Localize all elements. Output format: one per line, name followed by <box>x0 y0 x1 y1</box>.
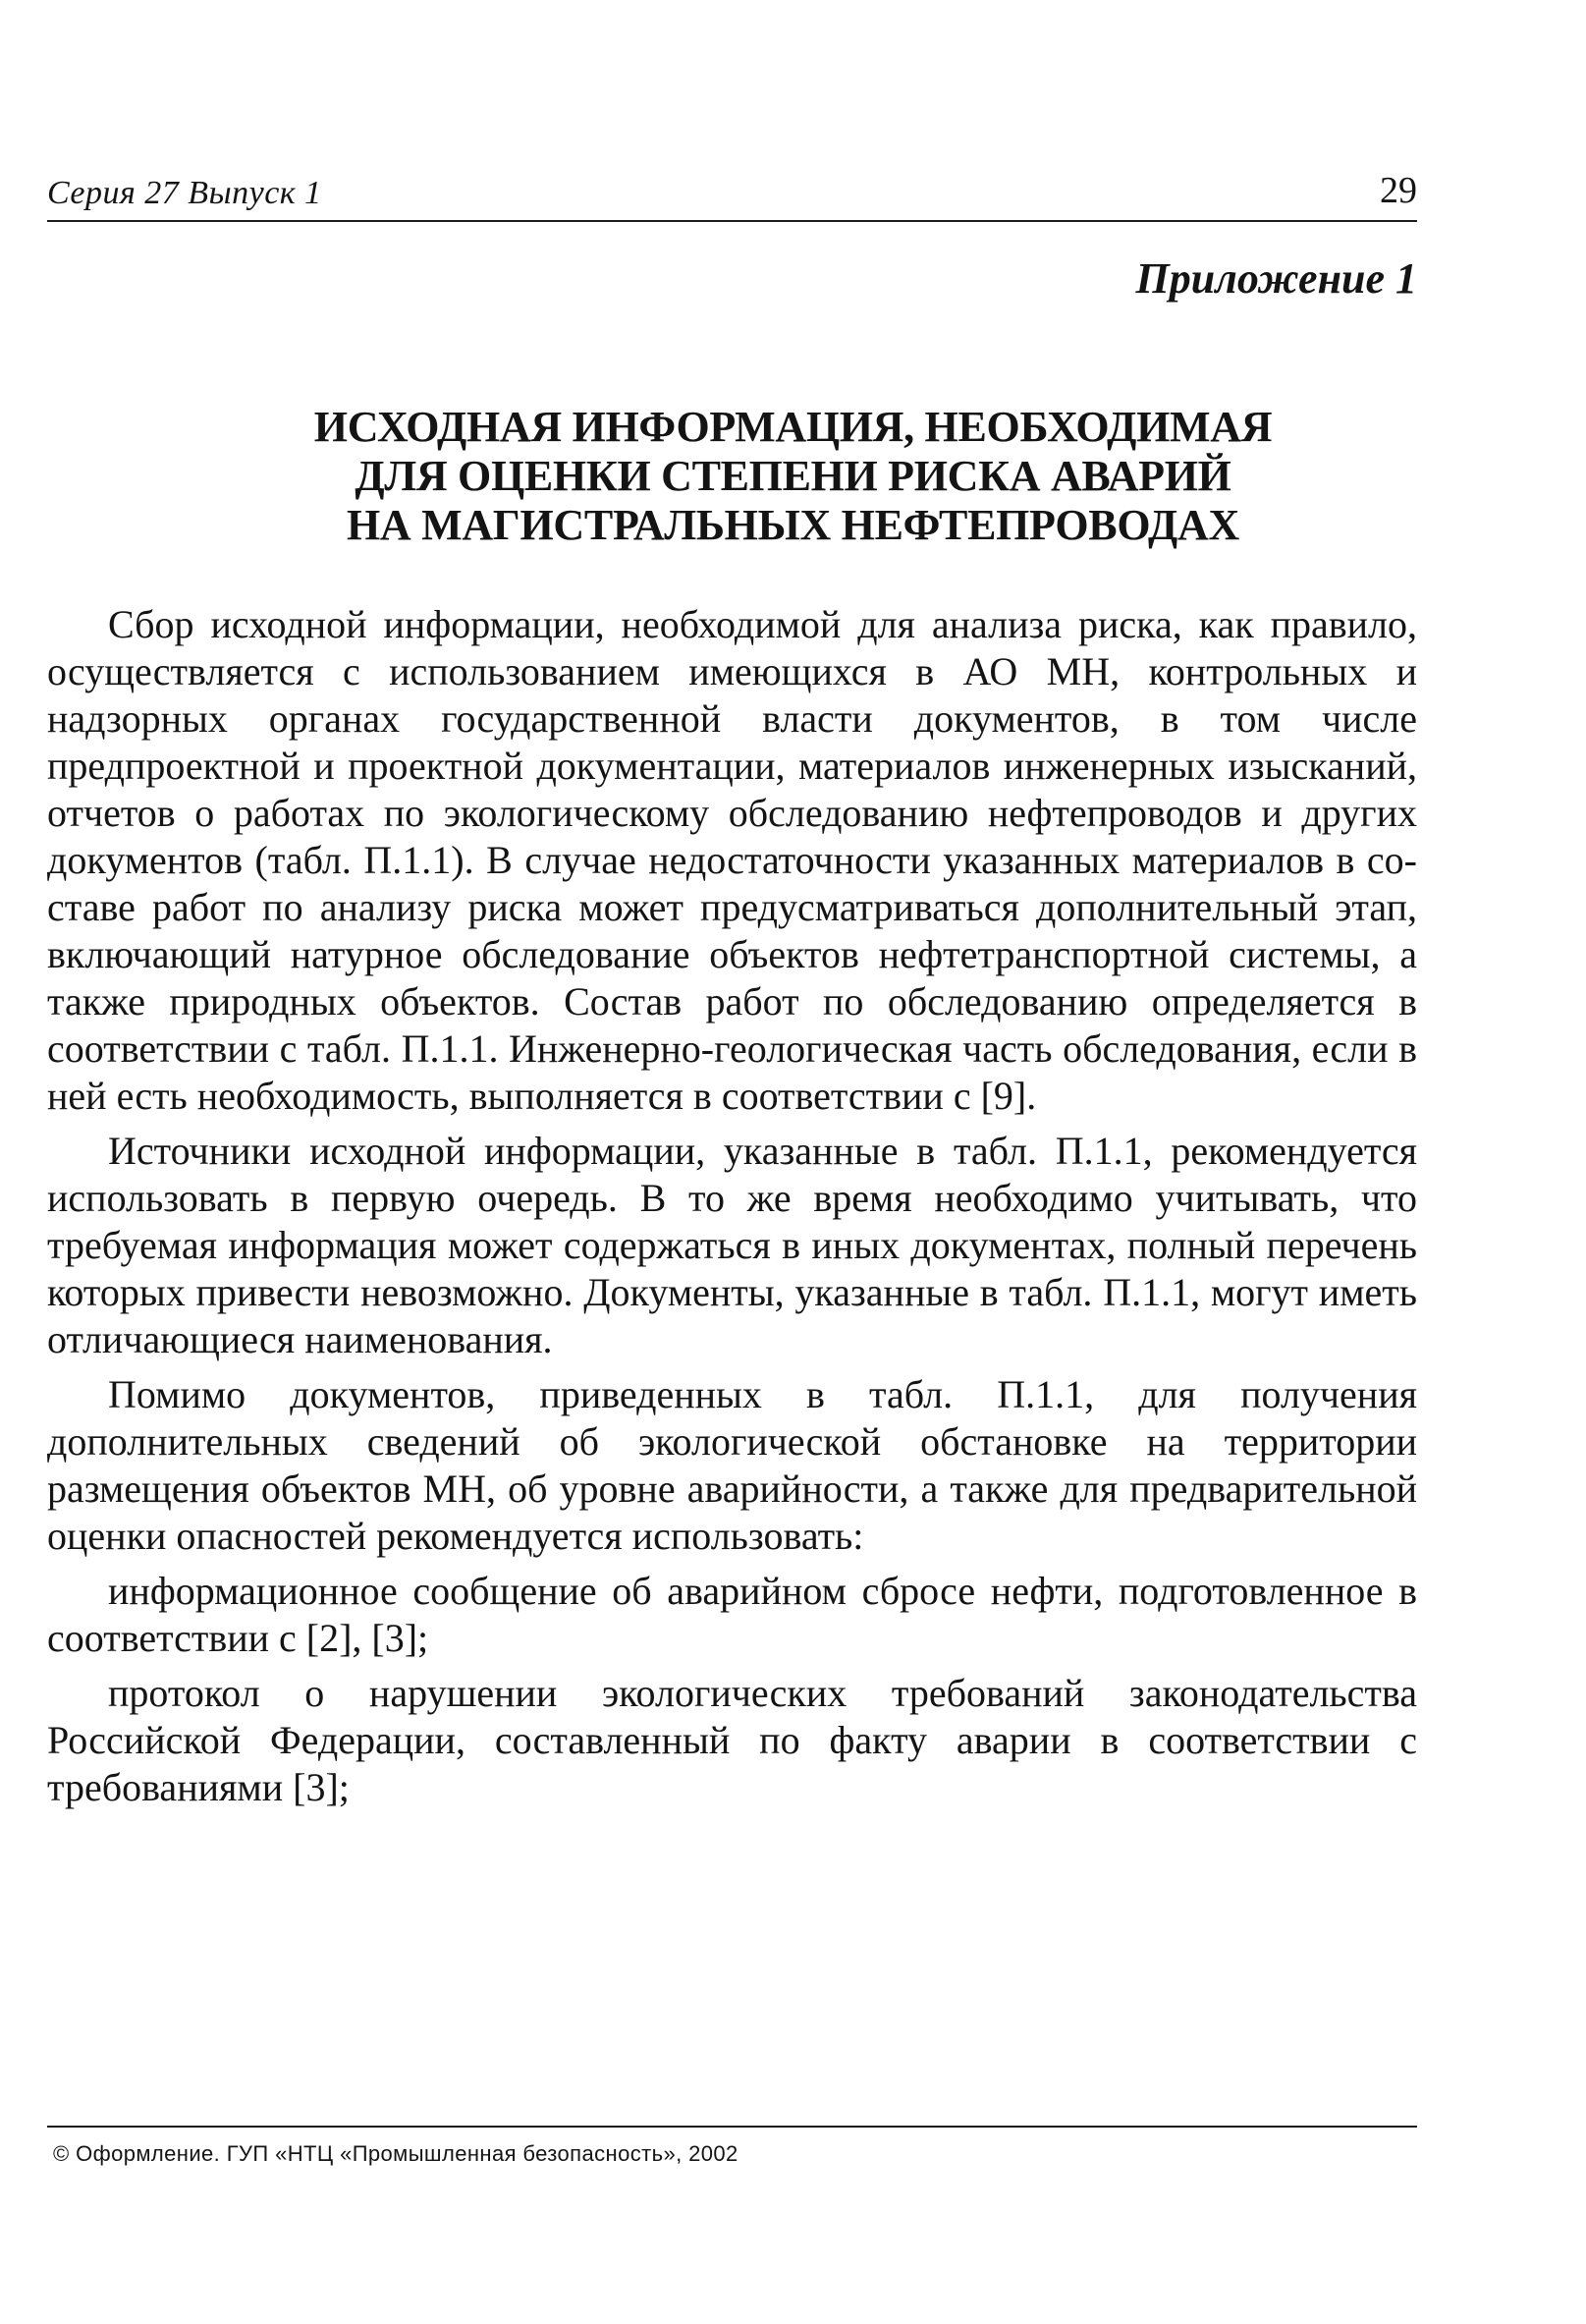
section-title <box>0 403 1586 550</box>
paragraph: протокол о нарушении экологических требований законодательства Российской Федерации, составленный по факту аварии в соответствии с требованиями [3]; <box>47 1671 1417 1809</box>
paragraph: информационное сообщение об аварийном сбросе нефти, подготовленное в соответствии с [2], [3]; <box>47 1569 1417 1660</box>
title-line: ДЛЯ ОЦЕНКИ СТЕПЕНИ РИСКА АВАРИЙ <box>355 452 1231 500</box>
paragraph: Сбор исходной информации, необходимой для анализа риска, как правило, осуществляется с использованием имеющихся в АО МН, контрольных и надзорных органах государственной власти документов, в том числе предпроектной и проектной документации, материалов инженерных изысканий, отчетов о работах по экологическому обследованию нефтепроводов и других документов (табл. П.1.1). В случае недостаточности указанных материалов в составе работ по анализу риска может предусматриваться дополнительный этап, включающий натурное обследование объектов нефтетранспортной системы, а также природных объектов. Состав работ по обследованию определяется в соответствии с табл. П.1.1. Инженерно-геологическая часть обследования, если в ней есть необходимость, выполняется в соответствии с [9]. <box>47 602 1417 1118</box>
running-header <box>47 165 1417 222</box>
title-line: НА МАГИСТРАЛЬНЫХ НЕФТЕПРОВОДАХ <box>347 501 1239 549</box>
paragraph: Источники исходной информации, указанные в табл. П.1.1, рекомендуется использовать в первую очередь. В то же время необходимо учитывать, что требуемая информация может содержаться в иных документах, полный перечень которых привести невозможно. Документы, указанные в табл. П.1.1, могут иметь отличающиеся наименования. <box>47 1129 1417 1361</box>
body-text <box>47 601 1417 1819</box>
footer-divider <box>47 2126 1417 2128</box>
page-number: 29 <box>1380 170 1417 211</box>
paragraph: Помимо документов, приведенных в табл. П.1.1, для получения дополнительных сведений об экологической обстановке на территории размещения объектов МН, об уровне аварийности, а также для предварительной оценки опасностей рекомендуется использовать: <box>47 1372 1417 1558</box>
copyright-footer: © Оформление. ГУП «НТЦ «Промышленная безопасность», 2002 <box>53 2141 738 2166</box>
appendix-label: Приложение 1 <box>1135 254 1417 303</box>
title-line: ИСХОДНАЯ ИНФОРМАЦИЯ, НЕОБХОДИМАЯ <box>313 403 1273 451</box>
series-issue-label: Серия 27 Выпуск 1 <box>47 175 322 211</box>
